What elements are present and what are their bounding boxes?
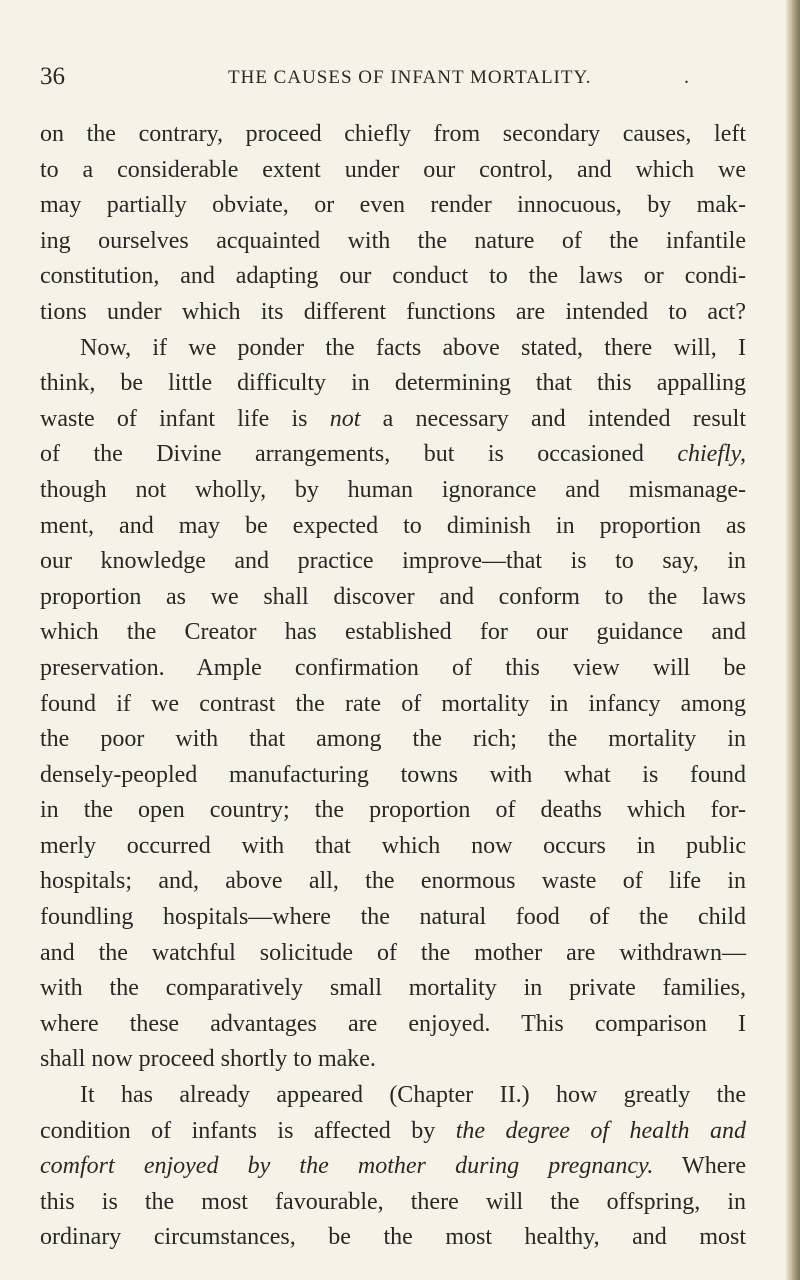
text-line bbox=[40, 402, 746, 438]
text-line bbox=[40, 437, 746, 473]
text-line: constitution, and adapting our conduct to the laws or condi- bbox=[40, 263, 746, 290]
text-line: may partially obviate, or even render innocuous, by mak- bbox=[40, 192, 746, 219]
text-line: on the contrary, proceed chiefly from secondary causes, left bbox=[40, 121, 746, 147]
text-line: the poor with that among the rich; the mortality in bbox=[40, 726, 746, 753]
line-text: Where bbox=[653, 1153, 747, 1180]
text-line: densely-peopled manufacturing towns with what is found bbox=[40, 761, 746, 788]
paragraph-start-line: Now, if we ponder the facts above stated, there will, I bbox=[80, 334, 746, 361]
text-line: where these advantages are enjoyed. This comparison I bbox=[40, 1010, 746, 1037]
text-line: ing ourselves acquainted with the nature of the infantile bbox=[40, 227, 746, 254]
header-mark: . bbox=[684, 66, 689, 88]
text-line: think, be little difficulty in determining that this appalling bbox=[40, 370, 746, 397]
italic-text: comfort enjoyed by the mother during pregnancy. bbox=[40, 1153, 654, 1180]
text-line: found if we contrast the rate of mortality in infancy among bbox=[40, 690, 746, 717]
text-line bbox=[40, 1149, 746, 1185]
text-line: ment, and may be expected to diminish in proportion as bbox=[40, 512, 746, 539]
text-line bbox=[40, 1114, 746, 1150]
italic-text: chiefly, bbox=[677, 441, 746, 468]
text-line: our knowledge and practice improve—that is to say, in bbox=[40, 548, 746, 575]
text-line: to a considerable extent under our control, and which we bbox=[40, 156, 746, 183]
line-text: of the Divine arrangements, but is occasioned bbox=[40, 441, 678, 468]
text-line: preservation. Ample confirmation of this view will be bbox=[40, 654, 746, 681]
text-line: tions under which its different functions are intended to act? bbox=[40, 298, 746, 325]
text-line: merly occurred with that which now occurs in public bbox=[40, 832, 746, 859]
text-line: proportion as we shall discover and conform to the laws bbox=[40, 583, 746, 610]
italic-text: not bbox=[329, 405, 361, 432]
text-line: foundling hospitals—where the natural food of the child bbox=[40, 904, 746, 931]
text-line: with the comparatively small mortality in private families, bbox=[40, 975, 746, 1002]
body-text bbox=[40, 117, 746, 1256]
text-line: which the Creator has established for our guidance and bbox=[40, 619, 746, 646]
running-title: THE CAUSES OF INFANT MORTALITY. bbox=[228, 67, 592, 88]
page-number: 36 bbox=[40, 63, 65, 90]
page-edge bbox=[786, 0, 800, 1280]
paragraph-end-line: shall now proceed shortly to make. bbox=[40, 1046, 376, 1073]
text-line: ordinary circumstances, be the most healthy, and most bbox=[40, 1224, 746, 1251]
italic-text: the degree of health and bbox=[455, 1117, 746, 1144]
line-text: a necessary and intended result bbox=[360, 405, 747, 432]
text-line: and the watchful solicitude of the mother are withdrawn— bbox=[40, 939, 746, 966]
line-text: condition of infants is affected by bbox=[40, 1117, 456, 1144]
text-line: this is the most favourable, there will the offspring, in bbox=[40, 1188, 746, 1215]
page-header bbox=[40, 62, 740, 92]
text-line: hospitals; and, above all, the enormous waste of life in bbox=[40, 868, 746, 895]
text-line: in the open country; the proportion of deaths which for- bbox=[40, 797, 746, 824]
text-line: though not wholly, by human ignorance and mismanage- bbox=[40, 476, 746, 503]
paragraph-start-line: It has already appeared (Chapter II.) how greatly the bbox=[80, 1082, 746, 1109]
line-text: waste of infant life is bbox=[40, 405, 330, 432]
